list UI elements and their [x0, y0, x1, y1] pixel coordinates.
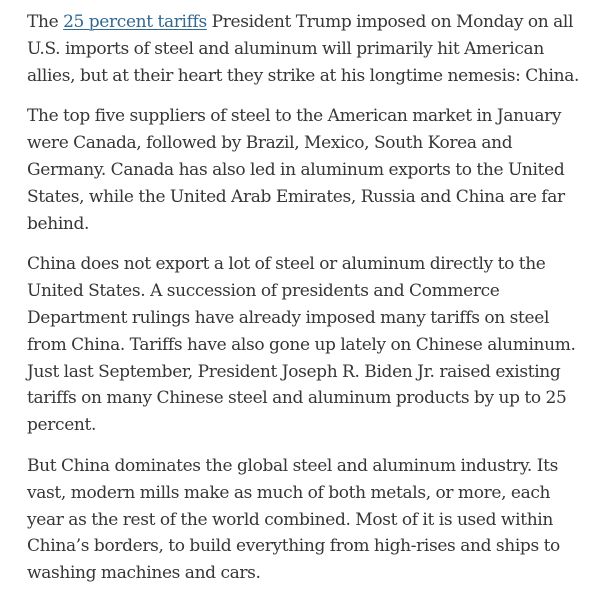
paragraph-4: But China dominates the global steel and aluminum industry. Its vast, modern mills make as much of both metals, or more, each year as the rest of the world combined. Most of it is used within China’s borders, to build everything from high-rises and ships to washing machines and cars.: [27, 455, 560, 584]
paragraph-3: China does not export a lot of steel or aluminum directly to the United States. A succession of presidents and Commerce Department rulings have already imposed many tariffs on steel from China. Tariffs have also gone up lately on Chinese aluminum. Just last September, President Joseph R. Biden Jr. raised existing tariffs on many Chinese steel and aluminum products by up to 25 percent.: [27, 254, 576, 436]
paragraph-1: [27, 9, 580, 89]
tariffs-link[interactable]: 25 percent tariffs: [63, 12, 207, 32]
paragraph-1-lead: The: [27, 12, 64, 32]
paragraph-1-text: President Trump imposed on Monday on all U.S. imports of steel and aluminum will primarily hit American allies, but at their heart they strike at his longtime nemesis: China.: [27, 12, 580, 86]
paragraph-2: The top five suppliers of steel to the American market in January were Canada, followed by Brazil, Mexico, South Korea and Germany. Canada has also led in aluminum exports to the United States, while the United Arab Emirates, Russia and China are far behind.: [27, 106, 565, 234]
